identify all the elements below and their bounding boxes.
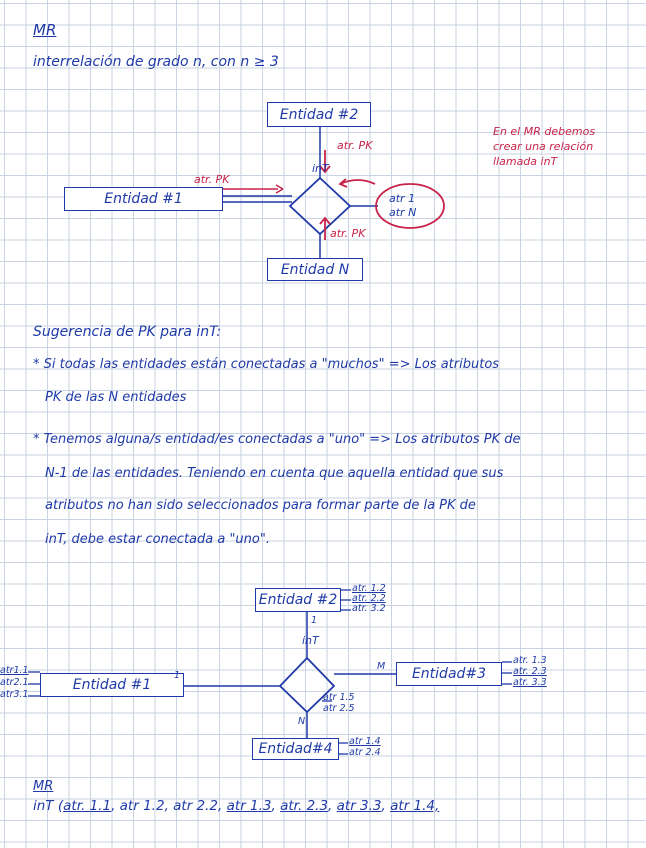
footer-relation: inT (atr. 1.1, atr 1.2, atr 2.2, atr 1.3, atr. 2.3, atr 3.3, atr 1.4, — [33, 798, 440, 814]
e3-attr-1: atr. 1.3 — [513, 655, 547, 666]
note-line-2: crear una relación — [493, 140, 594, 153]
attribute-n: atr N — [389, 206, 417, 219]
relation-label-b: inT — [302, 634, 319, 647]
pk-label-top: atr. PK — [337, 139, 373, 152]
footer-attr: atr 2.2 — [173, 798, 219, 814]
entity-1-box-b: Entidad #1 — [40, 673, 184, 697]
footer-attr: atr 3.3 — [336, 798, 382, 814]
e4-attr-2: atr 2.4 — [349, 747, 381, 758]
cardinality-e1: 1 — [174, 670, 181, 681]
note-line-3: llamada inT — [493, 155, 558, 168]
entity-3-box: Entidad#3 — [396, 662, 502, 686]
relation-attr-1: atr 1.5 — [323, 692, 355, 703]
entity-2-box-b: Entidad #2 — [255, 588, 341, 612]
footer-attr: atr 1.4, — [390, 798, 440, 814]
bullet-1-line-1: * Si todas las entidades están conectadas a "muchos" => Los atributos — [33, 357, 500, 372]
e3-attr-2: atr. 2.3 — [513, 666, 547, 677]
cardinality-e2: 1 — [311, 615, 318, 626]
relation-label: inT — [312, 162, 329, 175]
e2-attr-3: atr. 3.2 — [352, 603, 386, 614]
note-line-1: En el MR debemos — [493, 125, 596, 138]
bullet-1-line-2: PK de las N entidades — [45, 390, 187, 405]
bullet-2-line-4: inT, debe estar conectada a "uno". — [45, 532, 270, 547]
e2-attr-2: atr. 2.2 — [352, 593, 386, 604]
page-heading: MR — [33, 21, 57, 39]
footer-attr: atr 1.3 — [226, 798, 272, 814]
e1-attr-3: atr3.1 — [0, 689, 29, 700]
e2-attr-1: atr. 1.2 — [352, 583, 386, 594]
pk-label-left: atr. PK — [194, 173, 230, 186]
cardinality-e4: N — [298, 716, 306, 727]
entity-4-box: Entidad#4 — [252, 738, 339, 760]
footer-relation-name: inT — [33, 798, 54, 814]
red-arrow — [320, 218, 330, 240]
relationship-diamond-1 — [290, 178, 350, 234]
e1-attr-1: atr1.1 — [0, 665, 29, 676]
bullet-2-line-2: N-1 de las entidades. Teniendo en cuenta que aquella entidad que sus — [45, 466, 504, 481]
entity-2-box: Entidad #2 — [267, 102, 371, 127]
e3-attr-3: atr. 3.3 — [513, 677, 547, 688]
attribute-1: atr 1 — [389, 192, 416, 205]
suggestion-title: Sugerencia de PK para inT: — [33, 324, 222, 340]
bullet-2-line-1: * Tenemos alguna/s entidad/es conectadas a "uno" => Los atributos PK de — [33, 432, 521, 447]
e4-attr-1: atr 1.4 — [349, 736, 381, 747]
entity-n-box: Entidad N — [267, 258, 363, 281]
subtitle: interrelación de grado n, con n ≥ 3 — [33, 54, 279, 70]
footer-attr: atr 1.2 — [119, 798, 165, 814]
e1-attr-2: atr2.1 — [0, 677, 29, 688]
entity-1-box: Entidad #1 — [64, 187, 223, 211]
footer-attr: atr. 2.3 — [280, 798, 329, 814]
cardinality-e3: M — [377, 661, 386, 672]
relation-attr-2: atr 2.5 — [323, 703, 355, 714]
bullet-2-line-3: atributos no han sido seleccionados para formar parte de la PK de — [45, 498, 476, 513]
pk-label-bottom: atr. PK — [330, 227, 366, 240]
footer-heading: MR — [33, 779, 54, 794]
footer-attr: atr. 1.1 — [63, 798, 112, 814]
